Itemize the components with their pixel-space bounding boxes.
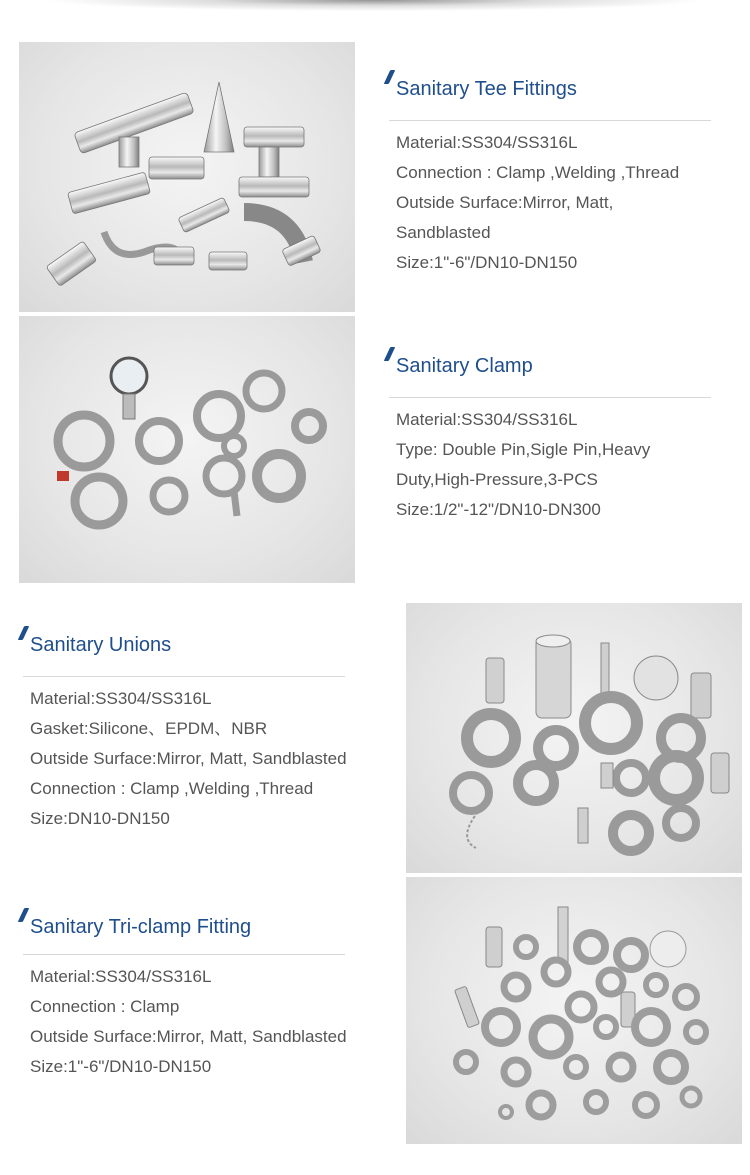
spec-material: Material:SS304/SS316L <box>396 133 578 152</box>
section-title: Sanitary Clamp <box>396 355 533 377</box>
spec-list <box>396 128 679 278</box>
spec-size: Size:1"-6"/DN10-DN150 <box>30 1057 212 1076</box>
spec-material: Material:SS304/SS316L <box>30 967 212 986</box>
section-title: Sanitary Tee Fittings <box>396 78 577 100</box>
unions-photo <box>406 603 742 873</box>
spec-list <box>396 405 650 525</box>
section-title: Sanitary Tri-clamp Fitting <box>30 916 252 938</box>
tee-fittings-photo <box>19 42 355 312</box>
top-shadow <box>0 0 750 14</box>
title-accent-slash <box>18 908 30 922</box>
spec-size: Size:1"-6"/DN10-DN150 <box>396 253 578 272</box>
tri-clamp-photo <box>406 877 742 1144</box>
spec-list <box>30 962 347 1082</box>
spec-type: Type: Double Pin,Sigle Pin,Heavy <box>396 440 651 459</box>
spec-gasket: Gasket:Silicone、EPDM、NBR <box>30 719 268 738</box>
spec-surface-cont: Sandblasted <box>396 223 491 242</box>
spec-connection: Connection : Clamp ,Welding ,Thread <box>30 779 314 798</box>
spec-material: Material:SS304/SS316L <box>396 410 578 429</box>
title-accent-slash <box>384 347 396 361</box>
spec-surface: Outside Surface:Mirror, Matt, Sandblasted <box>30 1027 347 1046</box>
spec-size: Size:DN10-DN150 <box>30 809 170 828</box>
spec-type-cont: Duty,High-Pressure,3-PCS <box>396 470 598 489</box>
spec-list <box>30 684 347 834</box>
spec-surface: Outside Surface:Mirror, Matt, Sandblasted <box>30 749 347 768</box>
title-accent-slash <box>384 70 396 84</box>
section-divider <box>389 397 711 398</box>
spec-surface: Outside Surface:Mirror, Matt, <box>396 193 614 212</box>
section-divider <box>23 676 345 677</box>
clamp-photo <box>19 316 355 583</box>
section-title: Sanitary Unions <box>30 634 172 656</box>
spec-size: Size:1/2"-12"/DN10-DN300 <box>396 500 601 519</box>
section-divider <box>23 954 345 955</box>
spec-connection: Connection : Clamp ,Welding ,Thread <box>396 163 680 182</box>
spec-material: Material:SS304/SS316L <box>30 689 212 708</box>
section-divider <box>389 120 711 121</box>
spec-connection: Connection : Clamp <box>30 997 180 1016</box>
title-accent-slash <box>18 626 30 640</box>
